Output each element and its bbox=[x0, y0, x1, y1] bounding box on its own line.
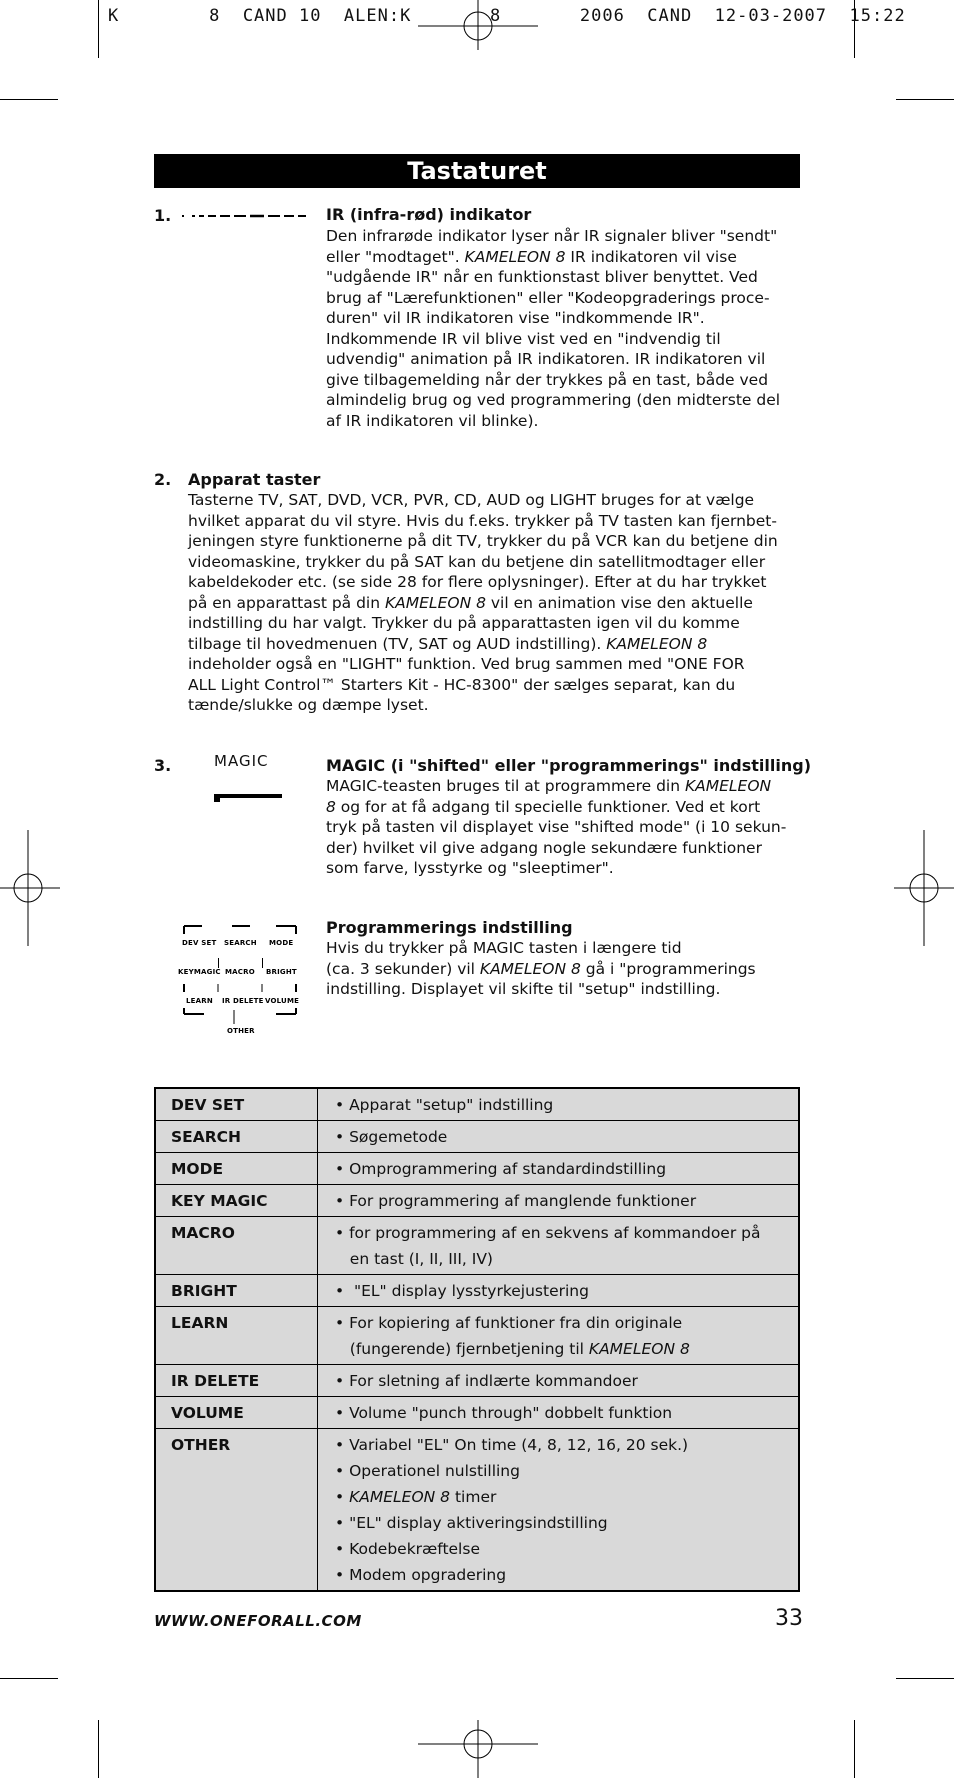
description-line: • KAMELEON 8 timer bbox=[335, 1488, 497, 1506]
text-line: duren" vil IR indikatoren vise "indkommende IR". bbox=[326, 309, 705, 327]
magic-key-icon-tick bbox=[214, 794, 220, 802]
section-body bbox=[326, 776, 806, 879]
function-key-name: BRIGHT bbox=[155, 1275, 318, 1307]
grid-label-other: OTHER bbox=[227, 1027, 255, 1035]
text-line: tænde/slukke og dæmpe lyset. bbox=[188, 696, 429, 714]
crop-mark bbox=[98, 1720, 99, 1778]
section-body bbox=[326, 938, 806, 1000]
section-number: 3. bbox=[154, 756, 172, 775]
text-line: ALL Light Control™ Starters Kit - HC-8300" der sælges separat, kan du bbox=[188, 675, 736, 694]
description-line: • For programmering af manglende funktioner bbox=[335, 1192, 697, 1210]
crop-mark bbox=[896, 1678, 954, 1679]
text-line: Indkommende IR vil blive vist ved en "indvendig til bbox=[326, 329, 721, 348]
grid-label-ir-delete: IR DELETE bbox=[222, 997, 264, 1005]
table-row bbox=[155, 1275, 799, 1307]
text-line: brug af "Lærefunktionen" eller "Kodeopgraderings proce- bbox=[326, 288, 770, 307]
text-line: videomaskine, trykker du på SAT kan du betjene din satellitmodtager eller bbox=[188, 552, 766, 571]
text-line: jeningen styre funktionerne på dit TV, trykker du på VCR kan du betjene din bbox=[188, 532, 778, 550]
text-line: give tilbagemelding når der trykkes på en tast, både ved bbox=[326, 370, 769, 389]
grid-label-search: SEARCH bbox=[224, 939, 257, 947]
crop-mark bbox=[98, 0, 99, 58]
text-line: kabeldekoder etc. (se side 28 for flere oplysninger). Efter at du har trykket bbox=[188, 573, 767, 591]
text-line: hvilket apparat du vil styre. Hvis du f.eks. trykker på TV tasten kan fjernbet- bbox=[188, 511, 777, 530]
registration-mark-left bbox=[0, 830, 60, 946]
section-body bbox=[188, 490, 808, 716]
grid-label-learn: LEARN bbox=[186, 997, 213, 1005]
description-line: • Apparat "setup" indstilling bbox=[335, 1096, 554, 1114]
grid-label-keymagic: KEYMAGIC bbox=[178, 968, 221, 976]
description-line: en tast (I, II, III, IV) bbox=[335, 1250, 493, 1268]
registration-mark-bottom bbox=[418, 1720, 538, 1778]
table-row bbox=[155, 1365, 799, 1397]
text-line: tilbage til hovedmenuen (TV, SAT og AUD indstilling). KAMELEON 8 bbox=[188, 634, 708, 653]
section-number: 2. bbox=[154, 470, 172, 489]
description-line: • Kodebekræftelse bbox=[335, 1540, 480, 1558]
function-key-name: DEV SET bbox=[155, 1088, 318, 1121]
function-key-name: OTHER bbox=[155, 1429, 318, 1592]
function-description bbox=[318, 1185, 800, 1217]
function-description bbox=[318, 1153, 800, 1185]
table-row bbox=[155, 1185, 799, 1217]
text-line: udvendig" animation på IR indikatoren. IR indikatoren vil bbox=[326, 350, 766, 368]
table-row bbox=[155, 1429, 799, 1592]
description-line: • Volume "punch through" dobbelt funktion bbox=[335, 1404, 673, 1422]
text-line: som farve, lysstyrke og "sleeptimer". bbox=[326, 859, 614, 877]
crop-mark bbox=[0, 99, 58, 100]
function-description bbox=[318, 1429, 800, 1592]
section-heading: Apparat taster bbox=[188, 470, 321, 489]
text-line: indeholder også en "LIGHT" funktion. Ved brug sammen med "ONE FOR bbox=[188, 655, 745, 673]
function-description bbox=[318, 1365, 800, 1397]
description-line: • Operationel nulstilling bbox=[335, 1462, 520, 1480]
table-row bbox=[155, 1153, 799, 1185]
footer-url[interactable]: WWW.ONEFORALL.COM bbox=[154, 1612, 362, 1630]
text-line: 8 og for at få adgang til specielle funktioner. Ved et kort bbox=[326, 797, 761, 816]
text-line: Den infrarøde indikator lyser når IR signaler bliver "sendt" bbox=[326, 227, 778, 245]
section-number: 1. bbox=[154, 206, 172, 225]
grid-label-volume: VOLUME bbox=[265, 997, 300, 1005]
function-key-name: KEY MAGIC bbox=[155, 1185, 318, 1217]
page-number: 33 bbox=[775, 1606, 803, 1631]
text-line: MAGIC-teasten bruges til at programmere din KAMELEON bbox=[326, 777, 772, 795]
page-title: Tastaturet bbox=[154, 154, 800, 188]
function-description bbox=[318, 1121, 800, 1153]
text-line: "udgående IR" når en funktionstast bliver benyttet. Ved bbox=[326, 268, 758, 286]
text-line: indstilling du har valgt. Trykker du på apparattasten igen vil du komme bbox=[188, 614, 740, 632]
text-line: af IR indikatoren vil blinke). bbox=[326, 411, 539, 430]
table-row bbox=[155, 1121, 799, 1153]
text-line: Hvis du trykker på MAGIC tasten i længere tid bbox=[326, 939, 682, 957]
magic-key-icon bbox=[214, 794, 282, 798]
function-description bbox=[318, 1307, 800, 1365]
grid-divider bbox=[262, 958, 263, 968]
text-line: indstilling. Displayet vil skifte til "setup" indstilling. bbox=[326, 980, 721, 998]
description-line: • For sletning af indlærte kommandoer bbox=[335, 1372, 638, 1390]
description-line: • "EL" display lysstyrkejustering bbox=[335, 1282, 589, 1300]
section-body bbox=[326, 226, 806, 431]
grid-label-mode: MODE bbox=[269, 939, 294, 947]
table-row bbox=[155, 1397, 799, 1429]
magic-key-label: MAGIC bbox=[214, 752, 269, 770]
grid-label-dev-set: DEV SET bbox=[182, 939, 217, 947]
function-key-name: SEARCH bbox=[155, 1121, 318, 1153]
function-key-name: IR DELETE bbox=[155, 1365, 318, 1397]
description-line: • Omprogrammering af standardindstilling bbox=[335, 1160, 667, 1178]
table-row bbox=[155, 1307, 799, 1365]
text-line: der) hvilket vil give adgang nogle sekundære funktioner bbox=[326, 838, 762, 857]
grid-bottom-icon bbox=[178, 1006, 304, 1026]
function-key-name: LEARN bbox=[155, 1307, 318, 1365]
function-key-name: MACRO bbox=[155, 1217, 318, 1275]
description-line: • "EL" display aktiveringsindstilling bbox=[335, 1514, 608, 1532]
description-line: (fungerende) fjernbetjening til KAMELEON 8 bbox=[335, 1340, 690, 1358]
crop-mark bbox=[854, 1720, 855, 1778]
text-line: på en apparattast på din KAMELEON 8 vil en animation vise den aktuelle bbox=[188, 593, 753, 612]
text-line: tryk på tasten vil displayet vise "shifted mode" (i 10 sekun- bbox=[326, 818, 787, 836]
crop-mark bbox=[0, 1678, 58, 1679]
grid-divider bbox=[218, 958, 219, 968]
function-description bbox=[318, 1088, 800, 1121]
programming-grid-icon bbox=[178, 922, 304, 936]
table-row bbox=[155, 1088, 799, 1121]
description-line: • Variabel "EL" On time (4, 8, 12, 16, 20 sek.) bbox=[335, 1436, 689, 1454]
section-heading: Programmerings indstilling bbox=[326, 918, 573, 937]
crop-mark bbox=[896, 99, 954, 100]
description-line: • Modem opgradering bbox=[335, 1566, 507, 1584]
text-line: Tasterne TV, SAT, DVD, VCR, PVR, CD, AUD og LIGHT bruges for at vælge bbox=[188, 491, 755, 509]
table-row bbox=[155, 1217, 799, 1275]
function-description bbox=[318, 1275, 800, 1307]
text-line: (ca. 3 sekunder) vil KAMELEON 8 gå i "programmerings bbox=[326, 959, 756, 978]
section-heading: IR (infra-rød) indikator bbox=[326, 205, 532, 224]
text-line: almindelig brug og ved programmering (den midterste del bbox=[326, 391, 781, 409]
description-line: • for programmering af en sekvens af kommandoer på bbox=[335, 1224, 761, 1242]
grid-label-macro: MACRO bbox=[225, 968, 255, 976]
grid-dividers-icon bbox=[178, 982, 304, 996]
print-slug: K 8 CAND 10 ALEN:K 8 2006 CAND 12-03-2007 15:22 bbox=[108, 6, 906, 26]
section-heading: MAGIC (i "shifted" eller "programmerings" indstilling) bbox=[326, 756, 812, 775]
description-line: • For kopiering af funktioner fra din originale bbox=[335, 1314, 683, 1332]
function-description bbox=[318, 1397, 800, 1429]
registration-mark-right bbox=[894, 830, 954, 946]
grid-label-bright: BRIGHT bbox=[266, 968, 297, 976]
function-table bbox=[154, 1087, 800, 1592]
description-line: • Søgemetode bbox=[335, 1128, 448, 1146]
text-line: eller "modtaget". KAMELEON 8 IR indikatoren vil vise bbox=[326, 247, 737, 266]
ir-indicator-icon bbox=[178, 210, 316, 222]
function-description bbox=[318, 1217, 800, 1275]
function-key-name: VOLUME bbox=[155, 1397, 318, 1429]
function-key-name: MODE bbox=[155, 1153, 318, 1185]
